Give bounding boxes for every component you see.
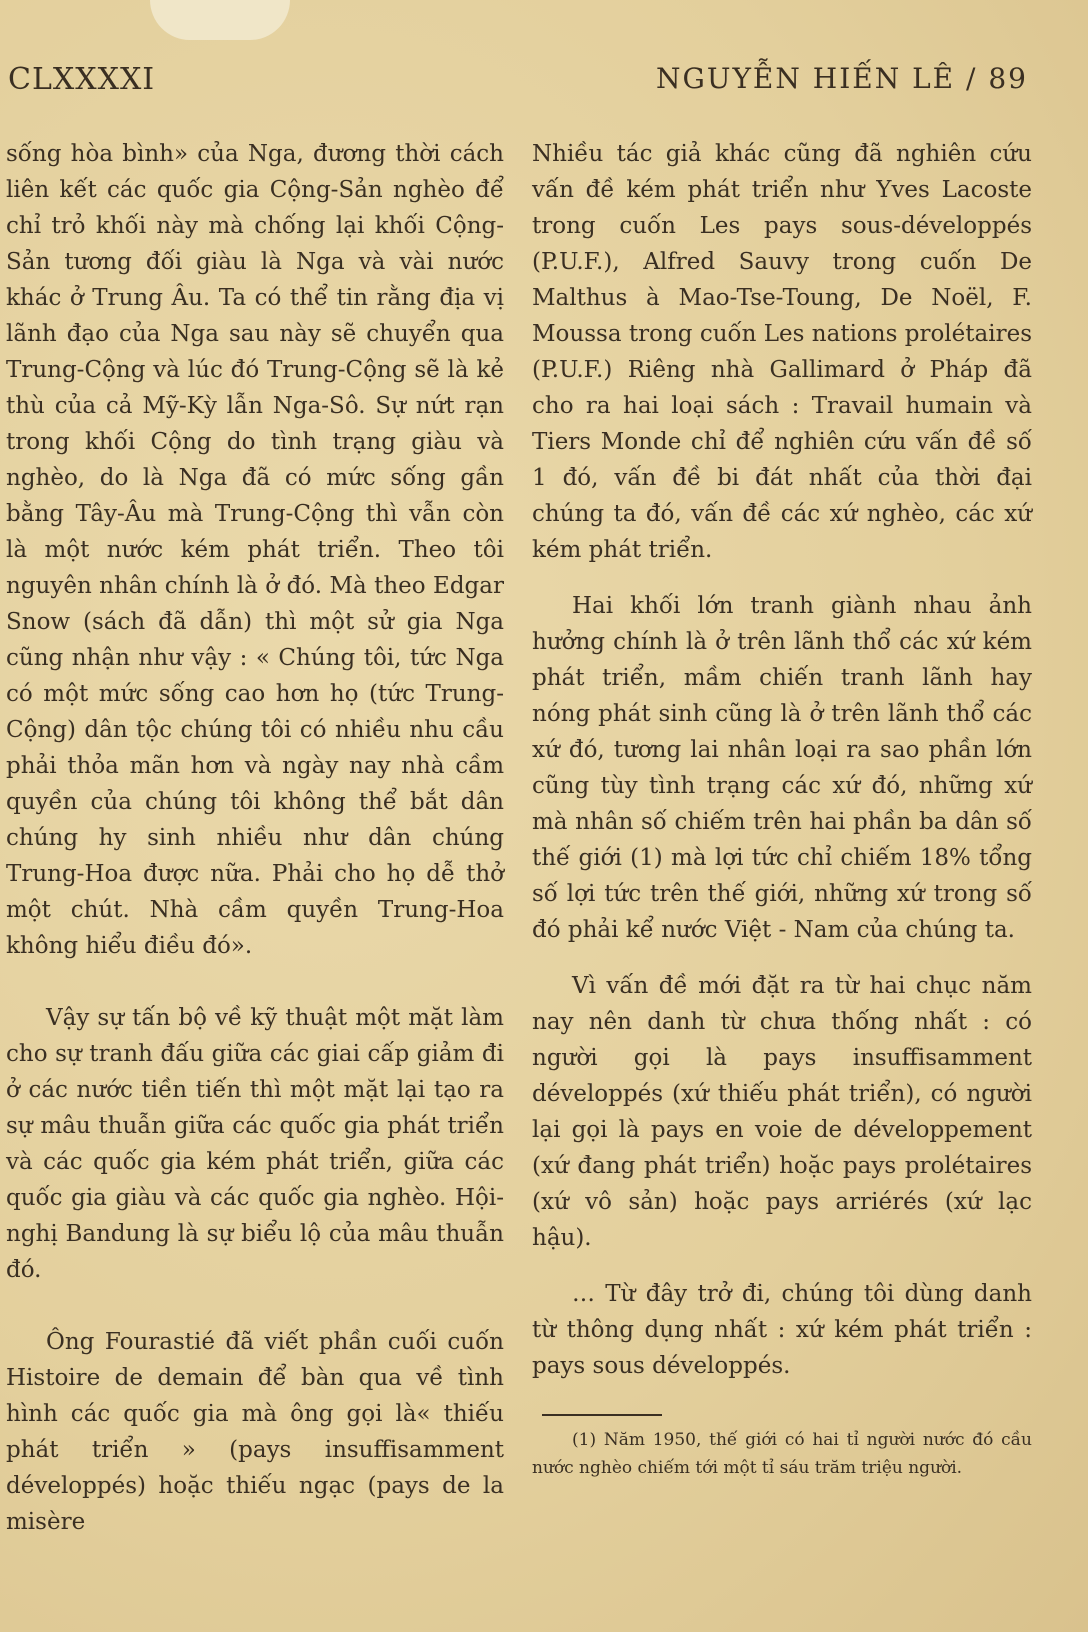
paragraph: Vậy sự tấn bộ về kỹ thuật một mặt làm cho sự tranh đấu giữa các giai cấp giảm đi ở các nước tiền tiến thì một mặt lại tạo ra sự mâu thuẫn giữa các quốc gia phát triển và các quốc gia kém phát triển, giữa các quốc gia giàu và các quốc gia nghèo. Hội-nghị Bandung là sự biểu lộ của mâu thuẫn đó.: [6, 1005, 504, 1283]
paragraph: sống hòa bình» của Nga, đương thời cách liên kết các quốc gia Cộng-Sản nghèo để chỉ trỏ khối này mà chống lại khối Cộng-Sản tương đối giàu là Nga và vài nước khác ở Trung Âu. Ta có thể tin rằng địa vị lãnh đạo của Nga sau này sẽ chuyển qua Trung-Cộng và lúc đó Trung-Cộng sẽ là kẻ thù của cả Mỹ-Kỳ lẫn Nga-Sô. Sự nứt rạn trong khối Cộng do tình trạng giàu và nghèo, do là Nga đã có mức sống gần bằng Tây-Âu mà Trung-Cộng thì vẫn còn là một nước kém phát triển. Theo tôi nguyên nhân chính là ở đó. Mà theo Edgar Snow (sách đã dẫn) thì một sử gia Nga cũng nhận như vậy : « Chúng tôi, tức Nga có một mức sống cao hơn họ (tức Trung-Cộng) dân tộc chúng tôi có nhiều nhu cầu phải thỏa mãn hơn và ngày nay nhà cầm quyền của chúng tôi không thể bắt dân chúng hy sinh nhiều như dân chúng Trung-Hoa được nữa. Phải cho họ dễ thở một chút. Nhà cầm quyền Trung-Hoa không hiểu điều đó».: [6, 141, 504, 959]
paragraph: Ông Fourastié đã viết phần cuối cuốn Histoire de demain để bàn qua về tình hình các quốc gia mà ông gọi là« thiếu phát triển » (pays insuffisamment développés) hoặc thiếu ngạc (pays de la misère: [6, 1329, 504, 1535]
running-title: NGUYỄN HIẾN LÊ / 89: [655, 62, 1028, 95]
paper-stain: [150, 0, 290, 40]
paragraph: Vì vấn đề mới đặt ra từ hai chục năm nay nên danh từ chưa thống nhất : có người gọi là pays insuffisamment développés (xứ thiếu phát triển), có người lại gọi là pays en voie de développement (xứ đang phát triển) hoặc pays prolétaires (xứ vô sản) hoặc pays arriérés (xứ lạc hậu).: [532, 973, 1032, 1251]
page-number: CLXXXXI: [8, 62, 156, 97]
right-column: [532, 136, 1032, 1482]
paragraph: … Từ đây trở đi, chúng tôi dùng danh từ thông dụng nhất : xứ kém phát triển : pays sous développés.: [532, 1281, 1032, 1379]
paragraph: Hai khối lớn tranh giành nhau ảnh hưởng chính là ở trên lãnh thổ các xứ kém phát triển, mầm chiến tranh lãnh hay nóng phát sinh cũng là ở trên lãnh thổ các xứ đó, tương lai nhân loại ra sao phần lớn cũng tùy tình trạng các xứ đó, những xứ mà nhân số chiếm trên hai phần ba dân số thế giới (1) mà lợi tức chỉ chiếm 18% tổng số lợi tức trên thế giới, những xứ trong số đó phải kể nước Việt - Nam của chúng ta.: [532, 593, 1032, 943]
page-header: [8, 62, 1028, 106]
paragraph: Nhiều tác giả khác cũng đã nghiên cứu vấn đề kém phát triển như Yves Lacoste trong cuốn Les pays sous-développés (P.U.F.), Alfred Sauvy trong cuốn De Malthus à Mao-Tse-Toung, De Noël, F. Moussa trong cuốn Les nations prolétaires (P.U.F.) Riêng nhà Gallimard ở Pháp đã cho ra hai loại sách : Travail humain và Tiers Monde chỉ để nghiên cứu vấn đề số 1 đó, vấn đề bi đát nhất của thời đại chúng ta đó, vấn đề các xứ nghèo, các xứ kém phát triển.: [532, 141, 1032, 563]
footnote: (1) Năm 1950, thế giới có hai tỉ người nước đó cầu nước nghèo chiếm tới một tỉ sáu trăm triệu người.: [532, 1430, 1032, 1478]
footnote-rule: [542, 1414, 662, 1416]
left-column: [6, 136, 504, 1540]
